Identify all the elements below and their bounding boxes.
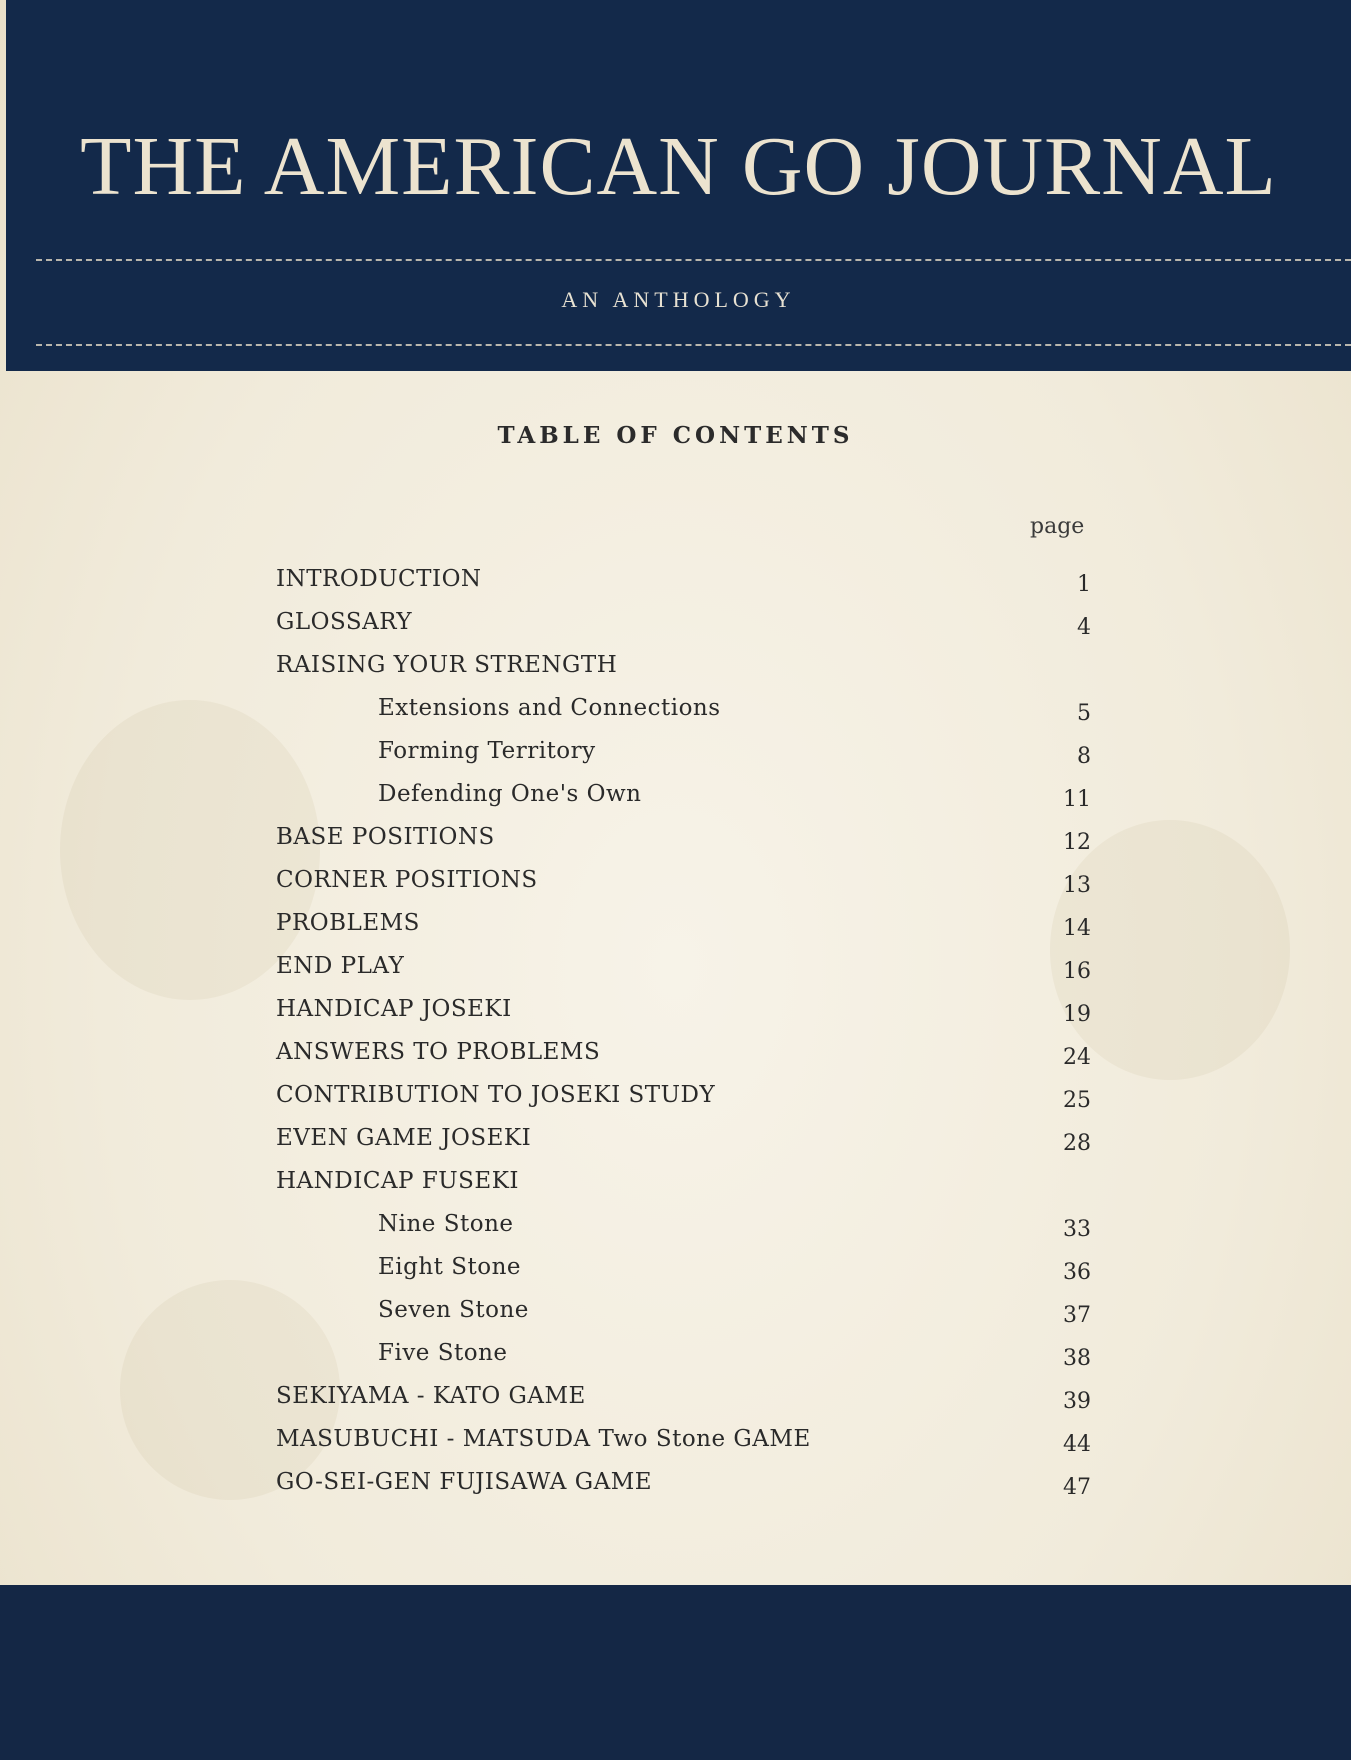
- toc-entry-page: 28: [1063, 1131, 1091, 1156]
- toc-entry: [0, 781, 1351, 821]
- toc-entry-page: 24: [1063, 1045, 1091, 1070]
- footer-band: [0, 1585, 1351, 1760]
- toc-entry: [0, 1469, 1351, 1509]
- toc-entry: [0, 910, 1351, 950]
- toc-entry-page: 13: [1063, 873, 1091, 898]
- toc-entry: [0, 695, 1351, 735]
- toc-entry: [0, 1211, 1351, 1251]
- toc-entry-page: 33: [1063, 1217, 1091, 1242]
- toc-entry: [0, 824, 1351, 864]
- toc-entry: [0, 953, 1351, 993]
- toc-entry: [0, 566, 1351, 606]
- toc-entry-title: Defending One's Own: [378, 781, 642, 807]
- toc-entry-title: CORNER POSITIONS: [276, 867, 538, 893]
- journal-title: THE AMERICAN GO JOURNAL: [80, 120, 1277, 213]
- toc-entry-page: 36: [1063, 1260, 1091, 1285]
- toc-entry: [0, 867, 1351, 907]
- toc-entry-page: 8: [1077, 744, 1091, 769]
- toc-entry-page: 47: [1063, 1475, 1091, 1500]
- toc-entry: [0, 1340, 1351, 1380]
- toc-entry: [0, 609, 1351, 649]
- toc-entry-title: HANDICAP FUSEKI: [276, 1168, 519, 1194]
- toc-entry-title: BASE POSITIONS: [276, 824, 495, 850]
- toc-entry-page: 37: [1063, 1303, 1091, 1328]
- toc-entry: [0, 1383, 1351, 1423]
- toc-entry: [0, 1168, 1351, 1208]
- toc-entry: [0, 738, 1351, 778]
- toc-entry-title: INTRODUCTION: [276, 566, 482, 592]
- toc-entry: [0, 1082, 1351, 1122]
- toc-entry-title: SEKIYAMA - KATO GAME: [276, 1383, 586, 1409]
- toc-entry-title: Eight Stone: [378, 1254, 522, 1280]
- toc-entry-page: 44: [1063, 1432, 1091, 1457]
- toc-entry-title: GLOSSARY: [276, 609, 413, 635]
- toc-entry-page: 16: [1063, 959, 1091, 984]
- toc-entry: [0, 1039, 1351, 1079]
- toc-entry-page: 1: [1077, 572, 1091, 597]
- toc-entry-title: CONTRIBUTION TO JOSEKI STUDY: [276, 1082, 716, 1108]
- toc-entry: [0, 1125, 1351, 1165]
- toc-entry-page: 11: [1063, 787, 1091, 812]
- toc-entry-title: MASUBUCHI - MATSUDA Two Stone GAME: [276, 1426, 811, 1452]
- toc-entry-title: RAISING YOUR STRENGTH: [276, 652, 618, 678]
- toc-entry-page: 39: [1063, 1389, 1091, 1414]
- toc-entry-title: HANDICAP JOSEKI: [276, 996, 512, 1022]
- toc-entry-title: GO-SEI-GEN FUJISAWA GAME: [276, 1469, 653, 1495]
- toc-entry-page: 5: [1077, 701, 1091, 726]
- toc-entry-page: 25: [1063, 1088, 1091, 1113]
- toc-entry-page: 38: [1063, 1346, 1091, 1371]
- toc-entry-title: Five Stone: [378, 1340, 508, 1366]
- anthology-subtitle: AN ANTHOLOGY: [561, 287, 796, 312]
- toc-entry-title: EVEN GAME JOSEKI: [276, 1125, 532, 1151]
- toc-entry-title: Extensions and Connections: [378, 695, 721, 721]
- toc-entry-title: Seven Stone: [378, 1297, 529, 1323]
- toc-entry-page: 14: [1063, 916, 1091, 941]
- toc-entry: [0, 996, 1351, 1036]
- toc-heading: TABLE OF CONTENTS: [497, 422, 854, 449]
- toc-entry: [0, 1426, 1351, 1466]
- toc-entry: [0, 1254, 1351, 1294]
- toc-entry-page: 4: [1077, 615, 1091, 640]
- toc-entry-title: END PLAY: [276, 953, 405, 979]
- toc-entry-title: Nine Stone: [378, 1211, 514, 1237]
- toc-entry-title: Forming Territory: [378, 738, 596, 764]
- toc-entry: [0, 1297, 1351, 1337]
- toc-entry: [0, 652, 1351, 692]
- toc-entry-title: ANSWERS TO PROBLEMS: [276, 1039, 601, 1065]
- page-column-label: page: [1030, 514, 1085, 539]
- toc-entry-title: PROBLEMS: [276, 910, 420, 936]
- toc-entry-page: 19: [1063, 1002, 1091, 1027]
- toc-entry-page: 12: [1063, 830, 1091, 855]
